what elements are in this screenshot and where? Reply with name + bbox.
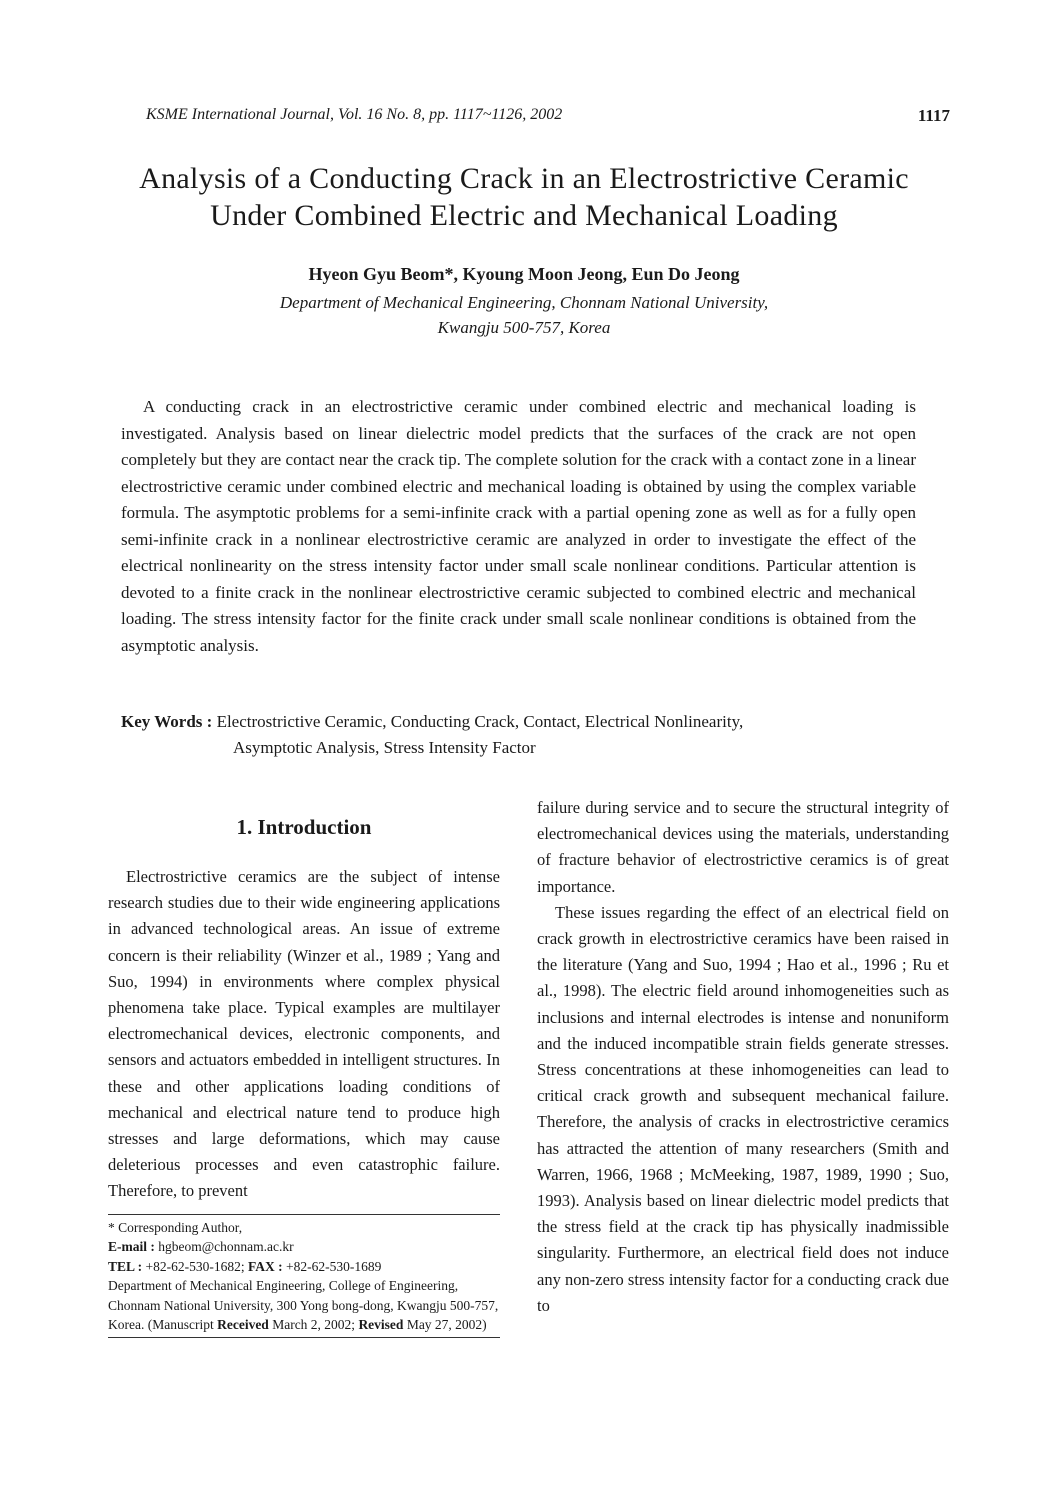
title-line-1: Analysis of a Conducting Crack in an Electrostrictive Ceramic [139,162,909,195]
footnote-address [108,1276,500,1335]
footnote-email-label: E-mail : [108,1239,155,1255]
keywords-line-2: Asymptotic Analysis, Stress Intensity Factor [233,738,536,757]
author-list: Hyeon Gyu Beom*, Kyoung Moon Jeong, Eun Do Jeong [308,264,740,284]
left-column [108,812,500,1338]
footnote-email: hgbeom@chonnam.ac.kr [158,1239,294,1255]
footnote-received-label: Received [217,1317,269,1333]
footnote-address-text: Department of Mechanical Engineering, College of Engineering, Chonnam National University, 300 Yong bong-dong, Kwangju 500-757, Korea. (Manuscript [108,1278,499,1333]
footnote-fax: +82-62-530-1689 [286,1258,382,1274]
footnote-fax-label: FAX : [248,1258,283,1274]
affiliation [60,290,988,340]
footnote-tel-label: TEL : [108,1258,143,1274]
footnote-phone-line [108,1257,500,1277]
abstract-text: A conducting crack in an electrostrictive ceramic under combined electric and mechanical loading is investigated. Analysis based on linear dielectric model predicts that the surfaces of the crack are not open completely but they are contact near the crack tip. The complete solution for the crack with a contact zone in a linear electrostrictive ceramic under combined electric and mechanical loading is obtained by using the complex variable formula. The asymptotic problems for a semi-infinite crack with a partial opening zone as well as for a fully open semi-infinite crack in a nonlinear electrostrictive ceramic are analyzed in order to investigate the effect of the electrical nonlinearity on the stress intensity factor under small scale nonlinear conditions. Particular attention is devoted to a finite crack in the nonlinear electrostrictive ceramic subjected to combined electric and mechanical loading. The stress intensity factor for the finite crack under small scale nonlinear conditions is obtained from the asymptotic analysis. [121,397,916,655]
running-head [146,106,950,132]
footnote-bottom-divider [108,1337,500,1338]
paper-title [60,160,988,234]
keywords-label: Key Words : [121,712,213,731]
footnote-revised: May 27, 2002) [406,1317,487,1333]
title-line-2: Under Combined Electric and Mechanical Loading [210,199,838,232]
abstract [121,394,916,659]
affiliation-line-1: Department of Mechanical Engineering, Chonnam National University, [279,293,769,312]
page-number: 1117 [917,106,950,125]
footnote-divider [108,1214,500,1215]
footnote-revised-label: Revised [358,1317,404,1333]
footnote-tel: +82-62-530-1682; [145,1258,245,1274]
introduction-paragraph-3: These issues regarding the effect of an electrical field on crack growth in electrostrictive ceramics have been raised in the literature (Yang and Suo, 1994 ; Hao et al., 1996 ; Ru et al., 1998). The electric field around inhomogeneities such as inclusions and internal electrodes is intense and nonuniform and the induced incompatible strain fields generate stresses. Stress concentrations at these inhomogeneities can lead to critical crack growth and subsequent mechanical failure. Therefore, the analysis of cracks in electrostrictive ceramics has attracted the attention of many researchers (Smith and Warren, 1966, 1968 ; McMeeking, 1987, 1989, 1990 ; Suo, 1993). Analysis based on linear dielectric model predicts that the stress field at the crack tip has physically inadmissible singularity. Furthermore, an electrical field does not induce any non-zero stress intensity factor for a conducting crack due to [537,902,949,1315]
footnote-email-line [108,1237,500,1257]
footnote-received: March 2, 2002; [272,1317,356,1333]
affiliation-line-2: Kwangju 500-757, Korea [437,318,611,337]
right-column [537,795,949,1319]
section-heading-introduction: 1. Introduction [236,815,372,839]
introduction-paragraph-1: Electrostrictive ceramics are the subject of intense research studies due to their wide engineering applications in advanced technological areas. An issue of extreme concern is their reliability (Winzer et al., 1989 ; Yang and Suo, 1994) in environments where complex physical phenomena take place. Typical examples are multilayer electromechanical devices, electronic components, and sensors and actuators embedded in intelligent structures. In these and other applications loading conditions of mechanical and electrical nature tend to produce high stresses and large deformations, which may cause deleterious processes and even catastrophic failure. Therefore, to prevent [108,867,500,1201]
journal-citation: KSME International Journal, Vol. 16 No. 8, pp. 1117~1126, 2002 [146,106,563,123]
footnote-corresponding: * Corresponding Author, [108,1219,243,1235]
footnote [108,1218,500,1335]
keywords [121,709,916,761]
keywords-line-1: Electrostrictive Ceramic, Conducting Crack, Contact, Electrical Nonlinearity, [216,712,744,731]
introduction-paragraph-2: failure during service and to secure the structural integrity of electromechanical devices using the materials, understanding of fracture behavior of electrostrictive ceramics is of great importance. [537,798,949,896]
